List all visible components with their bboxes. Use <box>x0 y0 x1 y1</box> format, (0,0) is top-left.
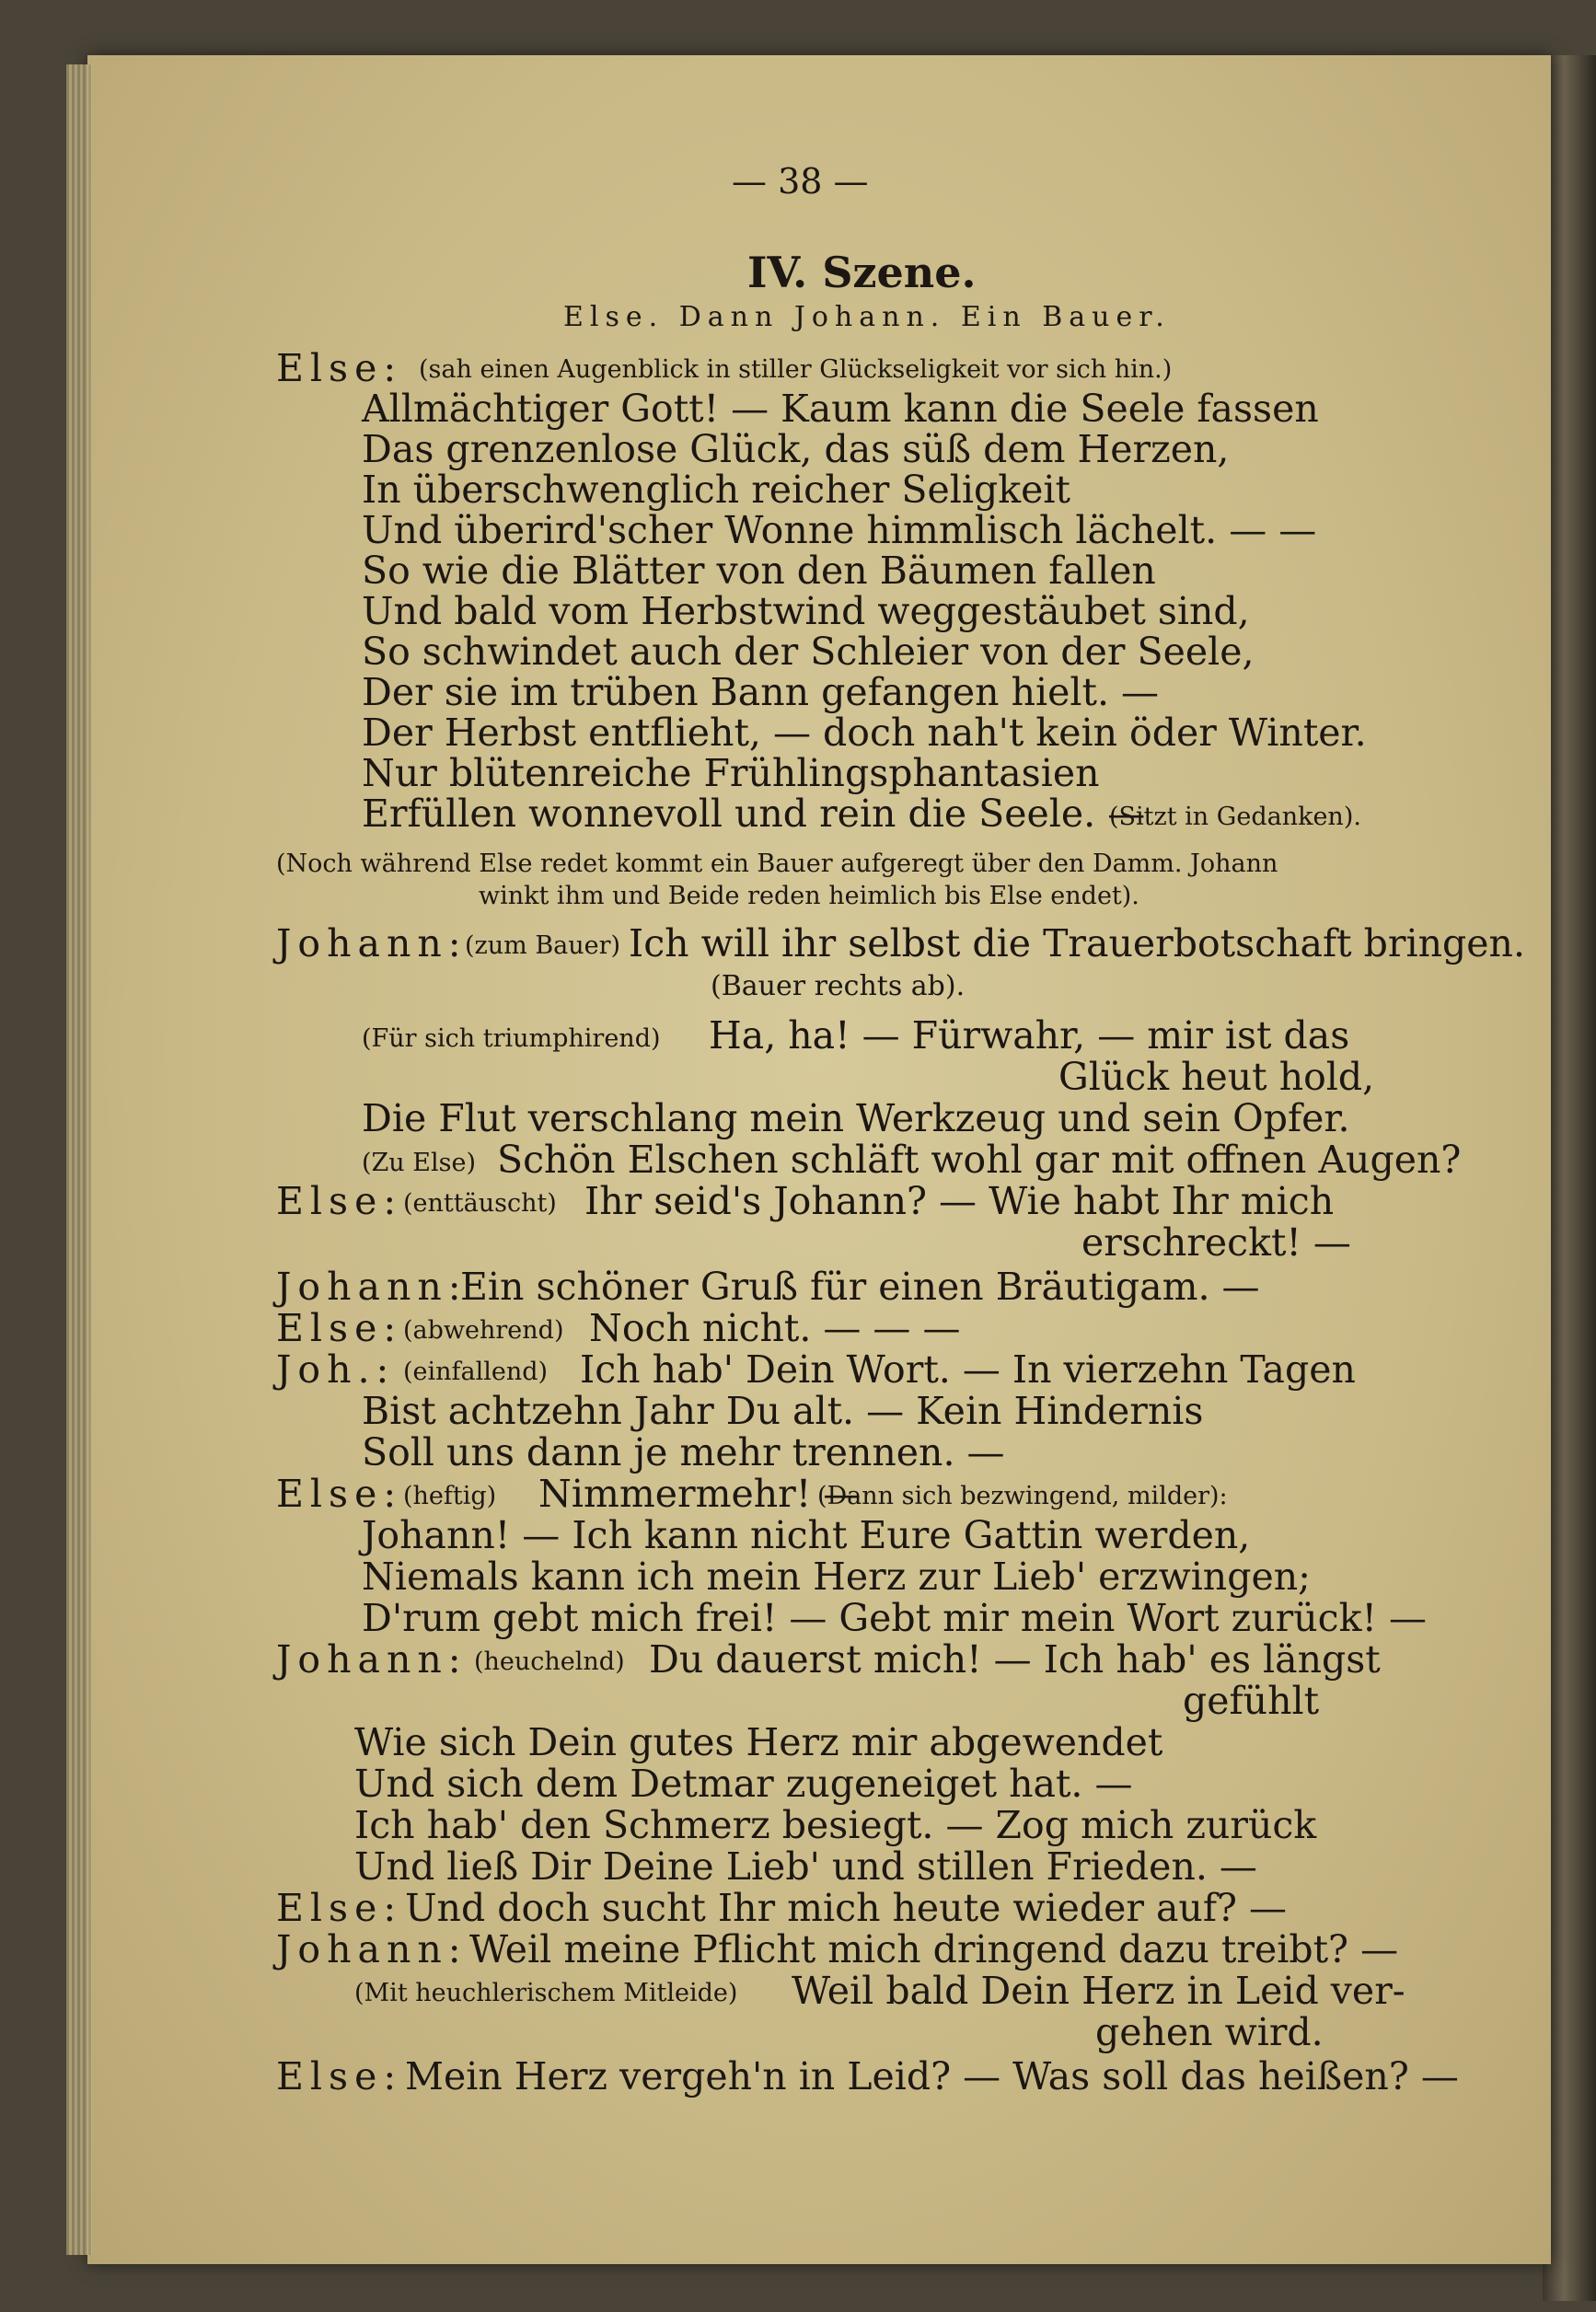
verse-line: gehen wird. <box>1095 2010 1324 2054</box>
stage-direction: (sah einen Augenblick in stiller Glückseligkeit vor sich hin.) <box>419 355 1173 384</box>
verse-line: Das grenzenlose Glück, das süß dem Herzen, <box>362 427 1230 471</box>
stage-direction: (heuchelnd) <box>474 1647 625 1676</box>
stage-direction: (heftig) <box>403 1482 497 1510</box>
verse-line: Und sich dem Detmar zugeneiget hat. — <box>354 1762 1133 1806</box>
verse-line: Weil meine Pflicht mich dringend dazu treibt? — <box>469 1927 1399 1971</box>
speaker-else: Else: <box>276 1472 403 1516</box>
verse-line: So wie die Blätter von den Bäumen fallen <box>362 549 1156 593</box>
verse-line: Und doch sucht Ihr mich heute wieder auf? — <box>405 1886 1288 1930</box>
stage-direction: (Mit heuchlerischem Mitleide) <box>354 1979 738 2007</box>
speaker-johann: Johann: <box>276 921 468 965</box>
stage-direction: (Noch während Else redet kommt ein Bauer aufgeregt über den Damm. Johann <box>276 850 1278 878</box>
stage-direction: (abwehrend) <box>403 1316 564 1345</box>
verse-line: Die Flut verschlang mein Werkzeug und sein Opfer. <box>362 1096 1350 1140</box>
verse-line: Soll uns dann je mehr trennen. — <box>362 1430 1005 1474</box>
verse-line: Johann! — Ich kann nicht Eure Gattin werden, <box>362 1513 1251 1557</box>
verse-line: Nur blütenreiche Frühlingsphantasien <box>362 751 1100 795</box>
stage-direction: (Für sich triumphirend) <box>362 1024 661 1053</box>
verse-line: Weil bald Dein Herz in Leid ver- <box>792 1969 1405 2013</box>
stage-direction: (Sitzt in Gedanken). <box>1109 803 1361 831</box>
speaker-else: Else: <box>276 1179 403 1223</box>
verse-line: Niemals kann ich mein Herz zur Lieb' erzwingen; <box>362 1555 1311 1599</box>
cast-list: Else. Dann Johann. Ein Bauer. <box>563 301 1171 333</box>
verse-line: Erfüllen wonnevoll und rein die Seele. — <box>362 792 1146 836</box>
speaker-johann: Joh.: <box>276 1347 396 1392</box>
stage-direction: (zum Bauer) <box>465 931 621 960</box>
verse-line: Allmächtiger Gott! — Kaum kann die Seele fassen <box>362 387 1319 431</box>
verse-line: Ich hab' Dein Wort. — In vierzehn Tagen <box>580 1347 1356 1392</box>
verse-line: Und ließ Dir Deine Lieb' und stillen Frieden. — <box>354 1844 1257 1889</box>
speaker-johann: Johann: <box>276 1265 468 1309</box>
stage-direction: winkt ihm und Beide reden heimlich bis Else endet). <box>479 882 1139 910</box>
verse-line: Und bald vom Herbstwind weggestäubet sind, <box>362 589 1250 633</box>
verse-line: Du dauerst mich! — Ich hab' es längst <box>649 1637 1381 1682</box>
stage-direction: (Bauer rechts ab). <box>711 970 966 1002</box>
speaker-johann: Johann: <box>276 1637 468 1682</box>
verse-line: Noch nicht. — — — <box>589 1306 961 1350</box>
verse-line: In überschwenglich reicher Seligkeit <box>362 468 1070 512</box>
verse-line: Mein Herz vergeh'n in Leid? — Was soll das heißen? — <box>405 2054 1459 2098</box>
verse-line: So schwindet auch der Schleier von der Seele, <box>362 630 1255 674</box>
speaker-johann: Johann: <box>276 1927 468 1971</box>
verse-line: Bist achtzehn Jahr Du alt. — Kein Hindernis <box>362 1389 1204 1433</box>
verse-line: Glück heut hold, <box>1058 1055 1375 1099</box>
verse-line: Der Herbst entflieht, — doch nah't kein öder Winter. <box>362 711 1367 755</box>
stage-direction: (einfallend) <box>403 1358 549 1386</box>
verse-line: Und überird'scher Wonne himmlisch lächelt. — — <box>362 508 1317 552</box>
verse-line: erschreckt! — <box>1081 1220 1351 1265</box>
speaker-else: Else: <box>276 2054 403 2098</box>
scene-title: IV. Szene. <box>747 248 977 297</box>
verse-line: Nimmermehr! — <box>538 1472 862 1516</box>
page-number: — 38 — <box>732 161 869 202</box>
verse-line: Ich will ihr selbst die Trauerbotschaft bringen. <box>629 921 1525 965</box>
stage-direction: (Zu Else) <box>362 1149 476 1177</box>
stage-direction: (Dann sich bezwingend, milder): <box>817 1482 1228 1510</box>
verse-line: D'rum gebt mich frei! — Gebt mir mein Wort zurück! — <box>362 1596 1427 1640</box>
verse-line: Ich hab' den Schmerz besiegt. — Zog mich zurück <box>354 1803 1317 1847</box>
verse-line: gefühlt <box>1183 1679 1320 1723</box>
verse-line: Ihr seid's Johann? — Wie habt Ihr mich <box>584 1179 1335 1223</box>
stage-direction: (enttäuscht) <box>403 1189 557 1218</box>
verse-line: Der sie im trüben Bann gefangen hielt. — <box>362 670 1160 714</box>
verse-line: Ein schöner Gruß für einen Bräutigam. — <box>460 1265 1260 1309</box>
speaker-else: Else: <box>276 346 403 390</box>
verse-line: Wie sich Dein gutes Herz mir abgewendet <box>354 1720 1163 1764</box>
speaker-else: Else: <box>276 1886 403 1930</box>
verse-line: Ha, ha! — Fürwahr, — mir ist das <box>709 1013 1350 1058</box>
speaker-else: Else: <box>276 1306 403 1350</box>
verse-line: Schön Elschen schläft wohl gar mit offnen Augen? <box>497 1138 1462 1182</box>
